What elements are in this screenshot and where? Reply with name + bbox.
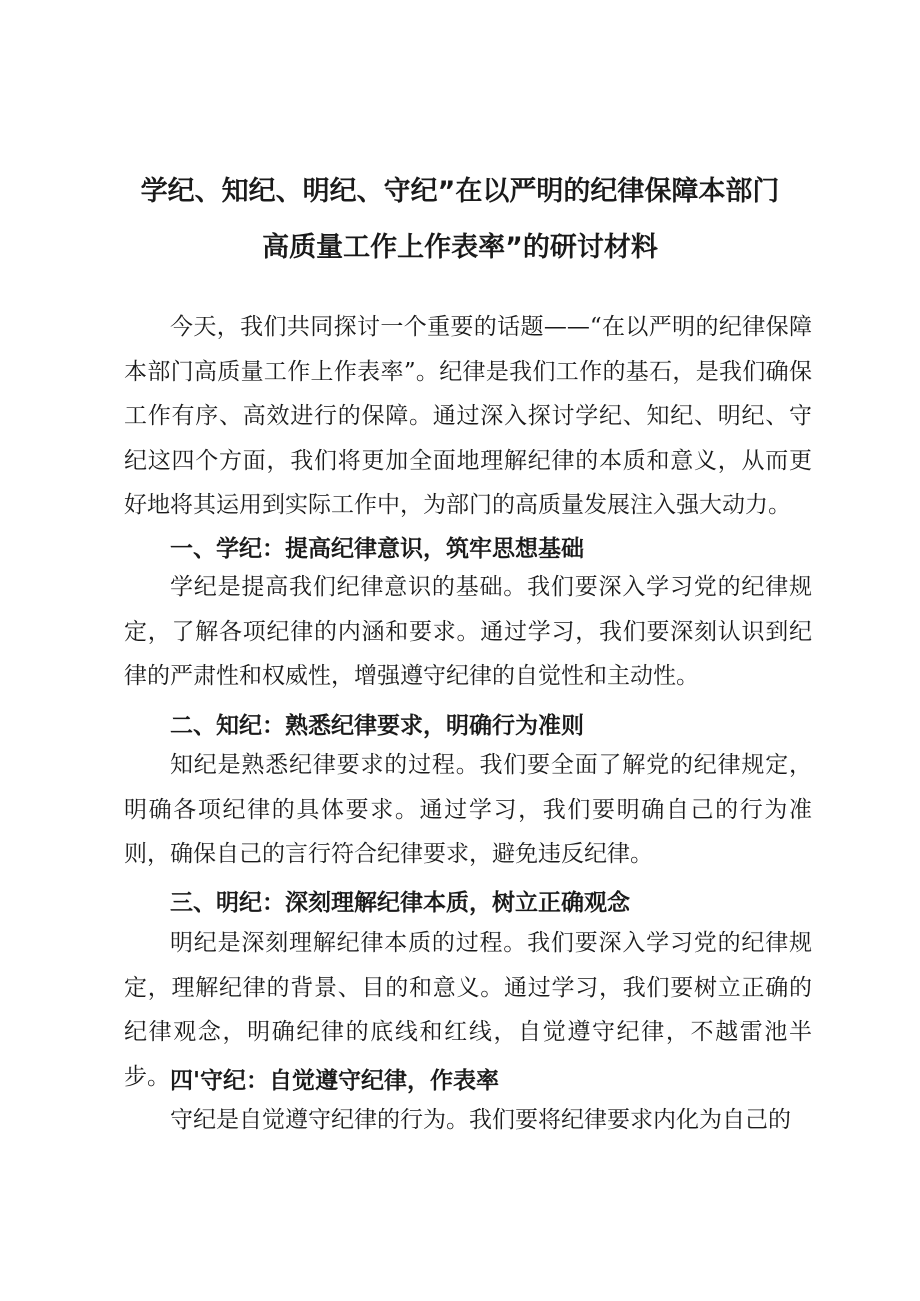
intro-paragraph: 今天，我们共同探讨一个重要的话题——“在以严明的纪律保障本部门高质量工作上作表率”。纪律是我们工作的基石，是我们确保工作有序、高效进行的保障。通过深入探讨学纪、知纪、明纪、守纪这四个方面，我们将更加全面地理解纪律的本质和意义，从而更好地将其运用到实际工作中，为部门的高质量发展注入强大动力。 — [124, 314, 812, 518]
section-paragraph-3: 明纪是深刻理解纪律本质的过程。我们要深入学习党的纪律规定，理解纪律的背景、目的和意义。通过学习，我们要树立正确的纪律观念，明确纪律的底线和红线，自觉遵守纪律，不越雷池半步。 — [124, 930, 812, 1090]
section-paragraph-2: 知纪是熟悉纪律要求的过程。我们要全面了解党的纪律规定，明确各项纪律的具体要求。通过学习，我们要明确自己的行为准则，确保自己的言行符合纪律要求，避免违反纪律。 — [124, 752, 812, 867]
section-paragraph-1: 学纪是提高我们纪律意识的基础。我们要深入学习党的纪律规定，了解各项纪律的内涵和要求。通过学习，我们要深刻认识到纪律的严肃性和权威性，增强遵守纪律的自觉性和主动性。 — [124, 574, 812, 689]
section-heading-2: 二、知纪：熟悉纪律要求，明确行为准则 — [170, 713, 584, 739]
section-paragraph-4: 守纪是自觉遵守纪律的行为。我们要将纪律要求内化为自己的 — [170, 1107, 791, 1133]
document-title-line-1: 学纪、知纪、明纪、守纪”在以严明的纪律保障本部门 — [140, 176, 780, 207]
section-heading-3: 三、明纪：深刻理解纪律本质，树立正确观念 — [170, 890, 630, 916]
section-heading-1: 一、学纪：提高纪律意识，筑牢思想基础 — [170, 536, 584, 562]
section-heading-4: 四'守纪：自觉遵守纪律，作表率 — [170, 1068, 500, 1094]
document-title-line-2: 高质量工作上作表率”的研讨材料 — [262, 232, 658, 263]
